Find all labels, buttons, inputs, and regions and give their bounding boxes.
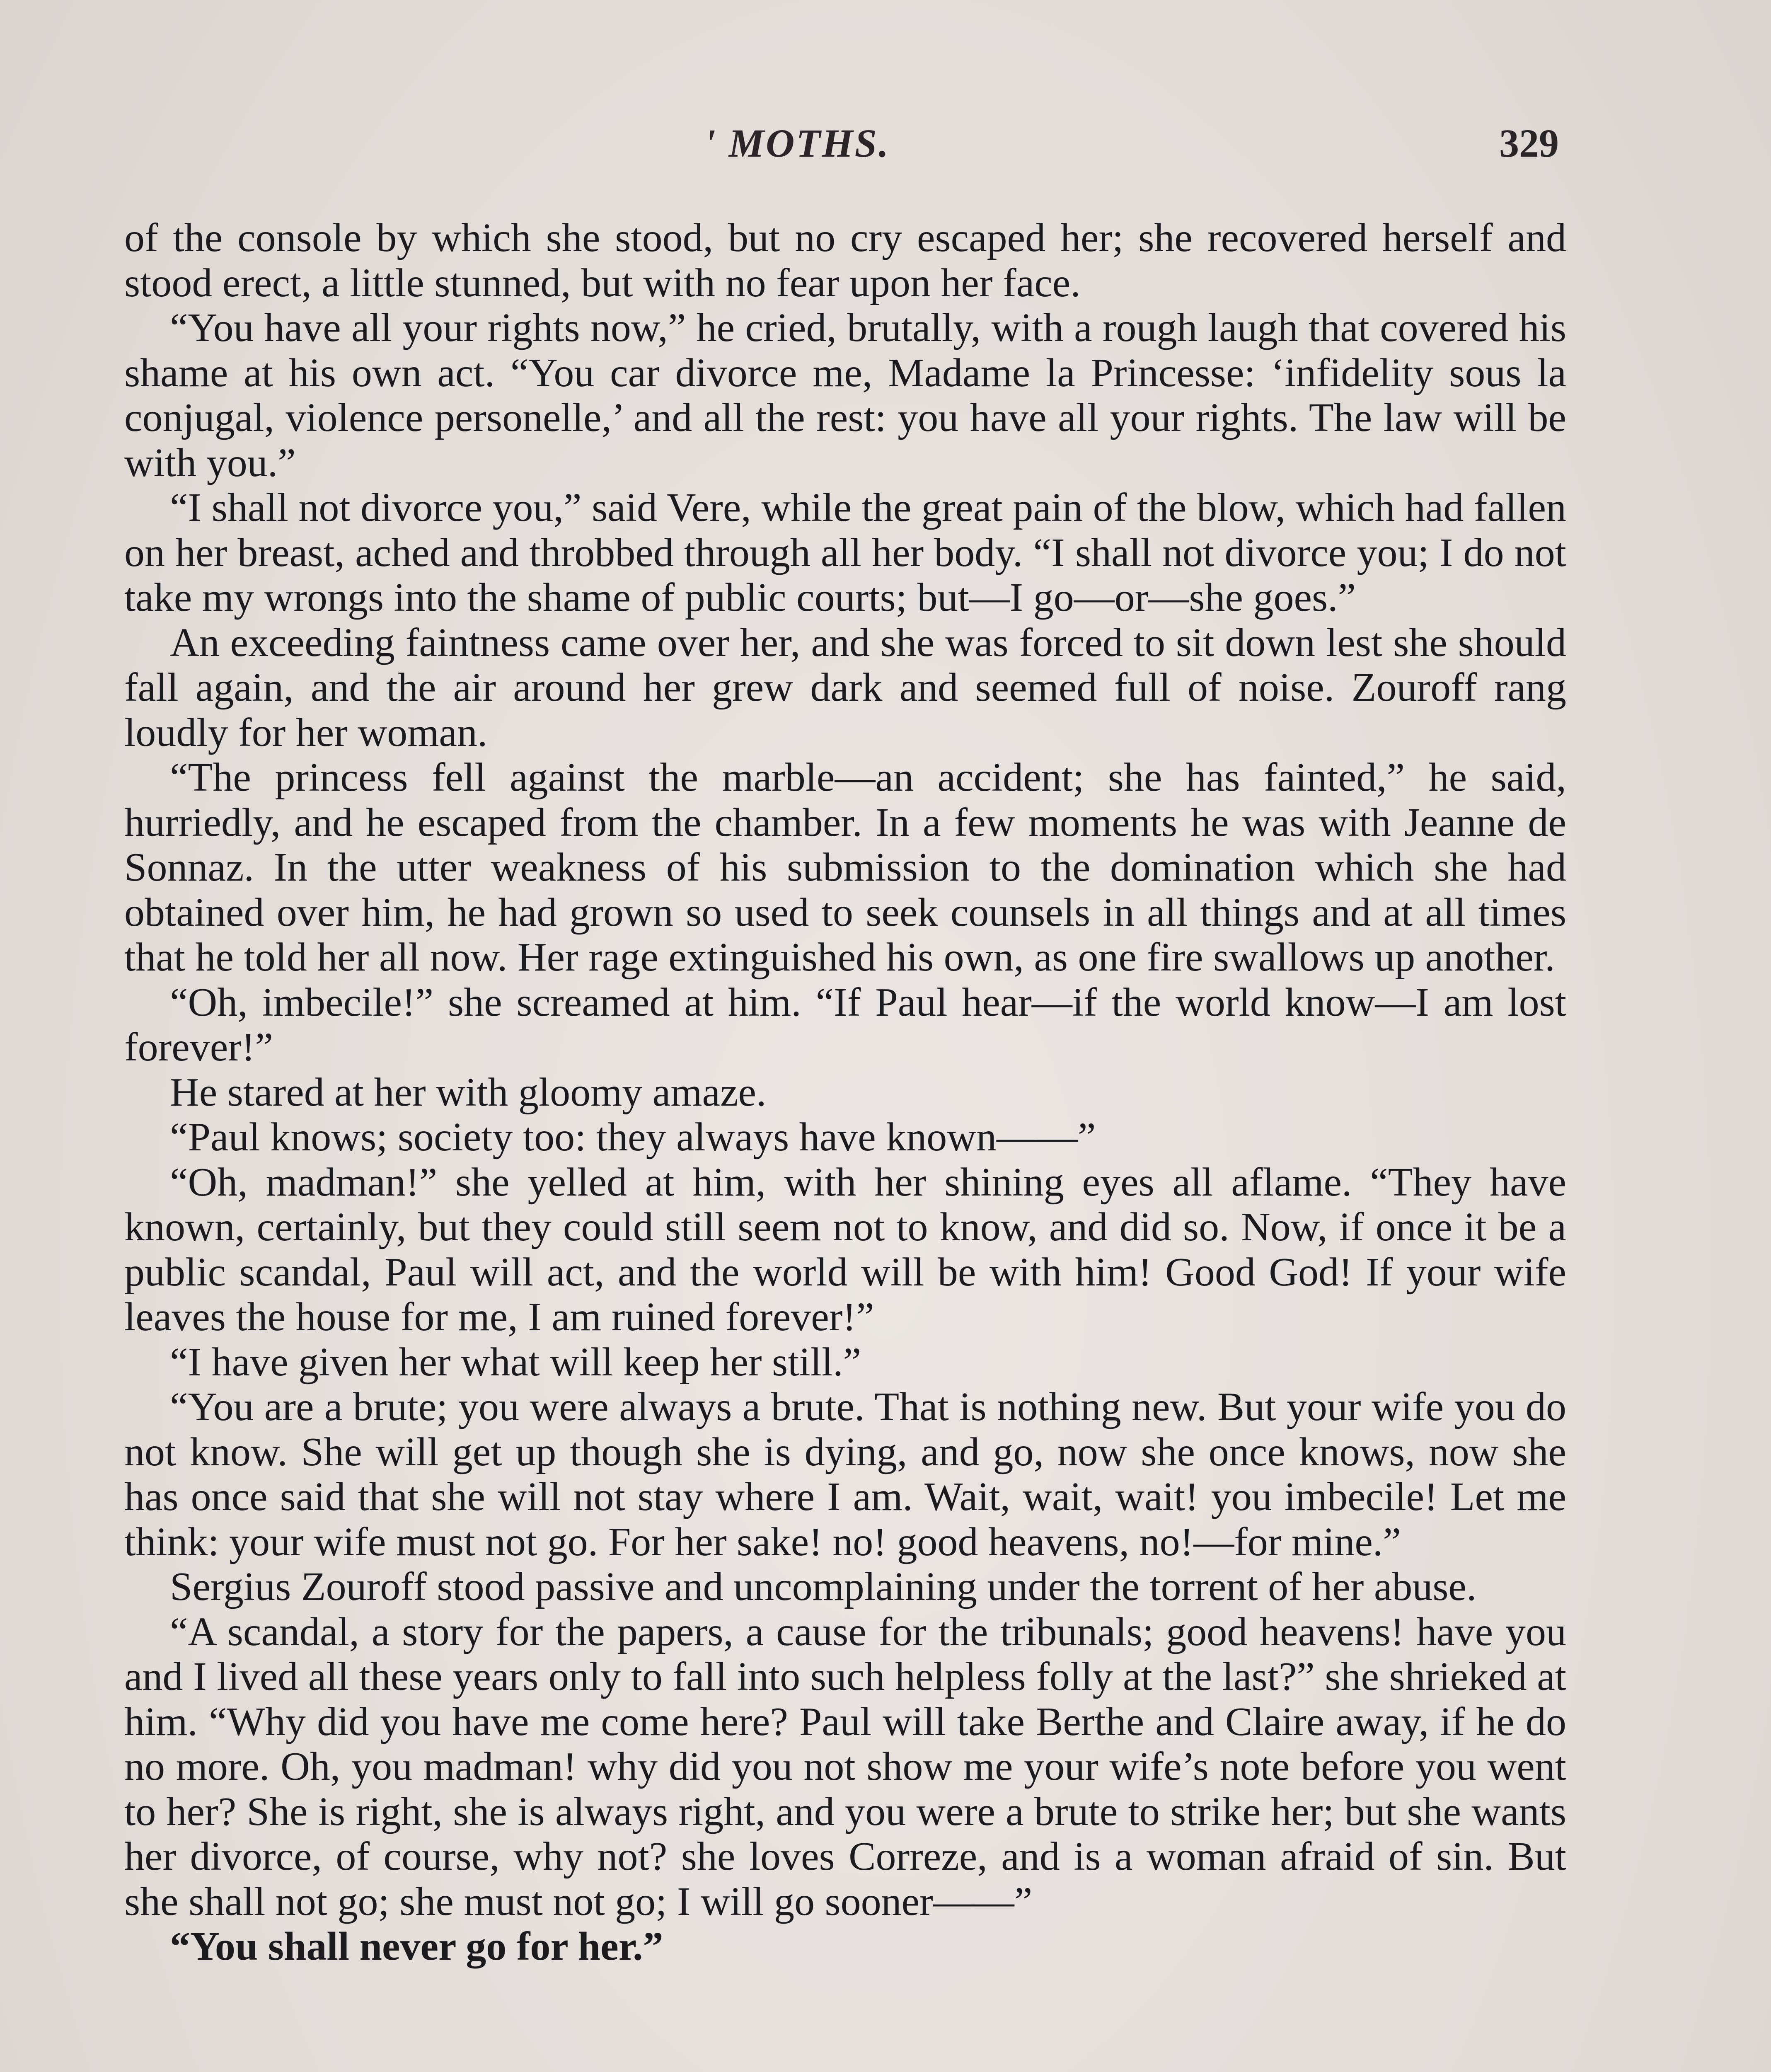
paragraph: “Oh, imbecile!” she screamed at him. “If Paul hear—if the world know—I am lost forever!” [124,980,1566,1070]
paragraph: “I shall not divorce you,” said Vere, while the great pain of the blow, which had fallen on her breast, ached and throbbed through all her body. “I shall not divorce you; I do not take my wrongs into the shame of public courts; but—I go—or—she goes.” [124,485,1566,620]
page-number: 329 [1499,121,1559,165]
body-text [124,215,1566,1969]
paragraph: “Oh, madman!” she yelled at him, with her shining eyes all aflame. “They have known, certainly, but they could still seem not to know, and did so. Now, if once it be a public scandal, Paul will act, and the world will be with him! Good God! If your wife leaves the house for me, I am ruined forever!” [124,1159,1566,1339]
paragraph: Sergius Zouroff stood passive and uncomplaining under the torrent of her abuse. [170,1564,1477,1609]
running-title: ' MOTHS. [704,121,890,165]
paragraph: He stared at her with gloomy amaze. [170,1070,767,1115]
paragraph: “I have given her what will keep her still.” [170,1339,861,1385]
running-head [0,120,1771,182]
paragraph: An exceeding faintness came over her, and she was forced to sit down lest she should fall again, and the air around her grew dark and seemed full of noise. Zouroff rang loudly for her woman. [124,620,1566,755]
paragraph: “A scandal, a story for the papers, a cause for the tribunals; good heavens! have you and I lived all these years only to fall into such helpless folly at the last?” she shrieked at him. “Why did you have me come here? Paul will take Berthe and Claire away, if he do no more. Oh, you madman! why did you not show me your wife’s note before you went to her? She is right, she is always right, and you were a brute to strike her; but she wants her divorce, of course, why not? she loves Correze, and is a woman afraid of sin. But she shall not go; she must not go; I will go sooner——” [124,1609,1566,1924]
paragraph: “You have all your rights now,” he cried, brutally, with a rough laugh that covered his shame at his own act. “You car divorce me, Madame la Princesse: ‘infidelity sous la conjugal, violence personelle,’ and all the rest: you have all your rights. The law will be with you.” [124,305,1566,485]
paragraph: “Paul knows; society too: they always have known——” [170,1115,1096,1159]
paragraph: “You are a brute; you were always a brute. That is nothing new. But your wife you do not know. She will get up though she is dying, and go, now she once knows, now she has once said that she will not stay where I am. Wait, wait, wait! you imbecile! Let me think: your wife must not go. For her sake! no! good heavens, no!—for mine.” [124,1385,1566,1564]
paragraph: of the console by which she stood, but no cry escaped her; she recovered herself and stood erect, a little stunned, but with no fear upon her face. [124,215,1566,305]
paragraph: “You shall never go for her.” [170,1924,663,1969]
paragraph: “The princess fell against the marble—an accident; she has fainted,” he said, hurriedly, and he escaped from the chamber. In a few moments he was with Jeanne de Sonnaz. In the utter weakness of his submission to the domination which she had obtained over him, he had grown so used to seek counsels in all things and at all times that he told her all now. Her rage extinguished his own, as one fire swallows up another. [124,755,1566,980]
